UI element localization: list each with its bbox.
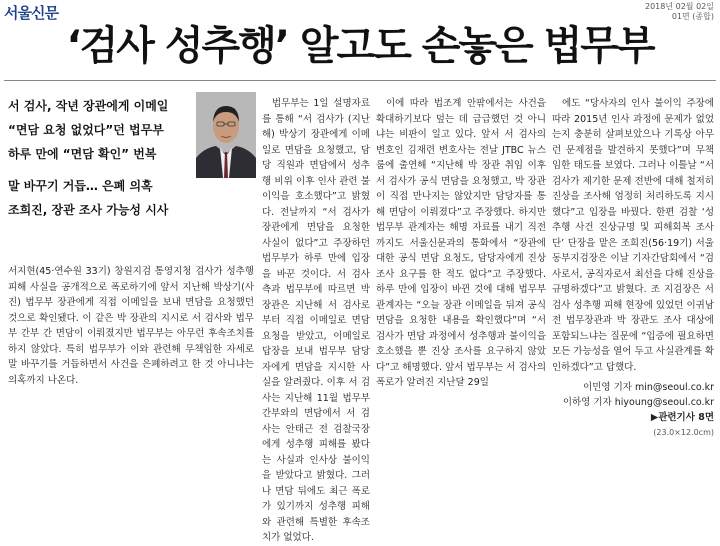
subhead-1: 서 검사, 작년 장관에게 이메일 [8,99,169,113]
article-column-1 [8,264,254,434]
article-size: (23.0×12.0cm) [653,428,714,437]
article-headline: ‘검사 성추행’ 알고도 손놓은 법무부 [66,23,654,69]
subheadings [8,94,188,222]
reporter-2: 이하영 기자 hiyoung@seoul.co.kr [562,397,714,408]
article-paragraph: 이에 따라 법조계 안팎에서는 사건을 확대하기보다 덮는 데 급급했던 것 아니냐는 비판이 일고 있다. 앞서 서 검사의 변호인 김재련 변호사는 전날 JTBC 뉴스룸에 출연해 “지난해 박 장관 취임 이후 서 검사가 공식 면담을 요청했고, 박 장관이 직접 만나지는 않았지만 담당자를 통해 면담이 이뤄졌다”고 주장했다. 하지만 법무부 관계자는 해명 자료를 내기 직전까지도 서울신문과의 통화에서 “장관에 대한 공식 면담 요청도, 담당자에게 진상 조사 요구를 한 적도 없다”고 주장했다. 하루 만에 입장이 바뀐 것에 대해 법무부 관계자는 “오늘 장관 이메일을 뒤져 공식 면담을 요청한 내용을 확인했다”며 “서 검사가 면담 과정에서 성추행과 불이익을 호소했을 뿐 진상 조사를 요구하지 않았다”고 해명했다. 앞서 법무부는 서 검사의 폭로가 알려진 지난달 29일 [376,98,546,388]
page-label: 01면 (종합) [671,12,714,21]
article-column-2 [262,96,370,543]
portrait-illustration [196,92,256,178]
subhead-5: 조희진, 장관 조사 가능성 시사 [8,203,169,217]
headline-divider [4,80,716,81]
subhead-4: 말 바꾸기 거듭… 은폐 의혹 [8,179,153,193]
related-article-link[interactable]: ▶관련기사 8면 [650,412,714,423]
issue-date: 2018년 02월 02일 [645,2,714,11]
newspaper-masthead: 서울신문 [4,4,58,22]
reporter-1: 이민영 기자 min@seoul.co.kr [583,382,714,393]
article-column-4 [552,96,714,376]
article-paragraph: 법무부는 1일 설명자료를 통해 “서 검사가 (지난해) 박상기 장관에게 이메일로 면담을 요청했고, 담당 직원과 면담에서 성추행 비위 이후 인사 관련 불이익을 호소했다”고 밝혔다. 전날까지 “서 검사가 장관에게 면담을 요청한 사실이 없다”고 주장하던 법무부가 하루 만에 입장을 바꾼 것이다. 서 검사 측과 법무부에 따르면 박 장관은 지난해 서 검사로부터 직접 이메일로 면담 요청을 받았고, 이메일로 답장을 보내 법무부 담당자에게 면담을 지시한 사실을 알려줬다. 이후 서 검사는 지난해 11월 법무부 간부와의 면담에서 서 검사는 안태근 전 검찰국장에게 성추행 피해를 봤다는 사실과 인사상 불이익을 받았다고 밝혔다. 그러나 면담 뒤에도 최근 폭로가 있기까지 성추행 피해와 관련해 특별한 후속조치가 없었다. [262,98,370,543]
minister-portrait-photo [196,92,256,178]
article-paragraph: 에도 “당사자의 인사 불이익 주장에 따라 2015년 인사 과정에 문제가 없었는지 충분히 살펴보았으나 기록상 아무런 문제점을 발견하지 못했다”며 무책임한 태도를 보였다. 그러나 이틀날 “서 검사가 제기한 문제 전반에 대해 철저히 진상을 조사해 엄정히 처리하도록 지시했다”고 입장을 바꿨다. 한편 검찰 ‘성추행 사건 진상규명 및 피해회복 조사단’ 단장을 맡은 조희진(56·19기) 서울동부지검장은 이날 기자간담회에서 “검사로서, 공직자로서 최선을 다해 진상을 규명하겠다”고 밝혔다. 조 지검장은 서 검사 성추행 피해 현장에 있었던 이귀남 전 법무장관과 박 장관도 조사 대상에 포함되느냐는 질문에 “입증에 필요하면 모든 가능성을 열어 두고 사실관계를 확인하겠다”고 답했다. [552,98,714,373]
article-column-3 [376,96,546,430]
subhead-2: “면담 요청 없었다”던 법무부 [8,123,164,137]
dateline [645,2,714,22]
article-paragraph: 서지현(45·연수원 33기) 창원지검 통영지청 검사가 성추행 피해 사실을 공개적으로 폭로하기에 앞서 지난해 박상기(사진) 법무부 장관에게 직접 이메일을 보내 면담을 요청했던 것으로 확인됐다. 이 같은 박 장관의 지시로 서 검사와 법무부 간부 간 면담이 이뤄졌지만 법무부는 아무런 후속조치를 하지 않았다. 특히 법무부가 이와 관련해 무책임한 자세로 말 바꾸기를 거듭하면서 사건을 은폐하려고 한 것 아니냐는 의혹까지 나온다. [8,266,254,386]
subhead-3: 하루 만에 “면담 확인” 번복 [8,147,157,161]
byline [563,380,714,440]
